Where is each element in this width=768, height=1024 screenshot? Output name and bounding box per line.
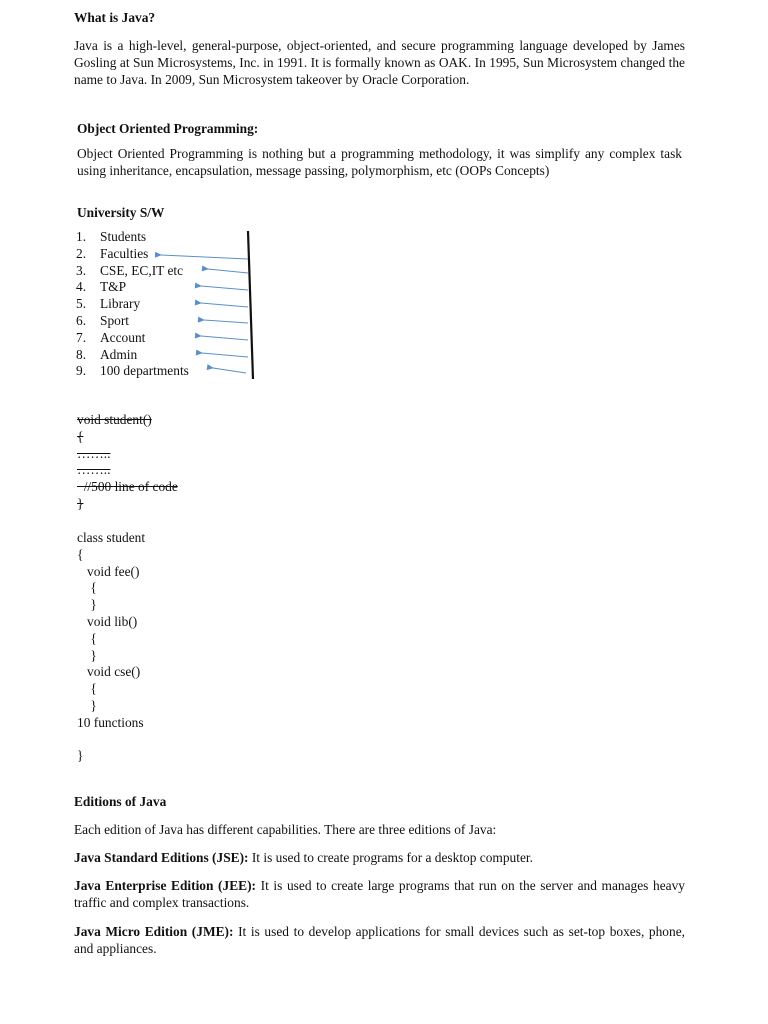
- code-line: ……..: [77, 445, 111, 461]
- paragraph-oop: Object Oriented Programming is nothing but a programming methodology, it was simplify any complex task using inheritance, encapsulation, message passing, polymorphism, etc (OOPs Concepts): [77, 146, 682, 178]
- code-line: void cse(): [77, 664, 141, 680]
- code-line: class student: [77, 530, 146, 545]
- list-item-text: 100 departments: [100, 363, 189, 379]
- arrow-icon: [201, 303, 248, 307]
- list-item-number: 3.: [76, 262, 87, 278]
- strikethrough-code-block: [77, 412, 178, 513]
- list-item-text: Faculties: [100, 245, 149, 261]
- paragraph-jse: [74, 849, 685, 866]
- heading-oop: Object Oriented Programming:: [77, 121, 259, 136]
- list-item-number: 1.: [76, 229, 87, 244]
- vertical-bar: [248, 231, 253, 379]
- list-item-text: Students: [100, 229, 147, 244]
- code-line: }: [77, 748, 84, 764]
- paragraph-jee: [74, 877, 685, 911]
- code-line: void lib(): [77, 613, 138, 629]
- arrow-icon: [201, 286, 248, 290]
- code-line: }: [77, 495, 84, 511]
- code-line: {: [77, 681, 97, 697]
- code-line: {: [77, 630, 97, 646]
- list-item-text: Sport: [100, 312, 130, 328]
- arrow-icon: [201, 336, 248, 340]
- list-item-number: 2.: [76, 245, 87, 261]
- code-line: 10 functions: [77, 714, 144, 730]
- list-item-number: 6.: [76, 312, 87, 328]
- paragraph-java-intro: Java is a high-level, general-purpose, object-oriented, and secure programming language developed by James Gosling at Sun Microsystems, Inc. in 1991. It is formally known as OAK. In 1995, Sun Microsystem changed the name to Java. In 2009, Sun Microsystem takeover by Oracle Corporation.: [74, 38, 685, 87]
- code-line: {: [77, 580, 97, 596]
- jse-label: Java Standard Editions (JSE):: [74, 850, 249, 865]
- paragraph-editions: Each edition of Java has different capabilities. There are three editions of Java:: [74, 822, 497, 837]
- list-item-number: 5.: [76, 296, 87, 312]
- arrow-icon: [208, 269, 248, 273]
- code-line: void fee(): [77, 563, 140, 579]
- code-line: [77, 732, 145, 749]
- heading-editions: Editions of Java: [74, 794, 167, 809]
- heading-university-sw: University S/W: [77, 205, 165, 220]
- jme-text: It is used to develop applications for small devices such as set-top boxes, phone, and appliances.: [74, 924, 685, 956]
- list-item-number: 9.: [76, 363, 87, 379]
- arrow-icon: [202, 353, 248, 357]
- class-code-block: [77, 530, 145, 765]
- code-line: ……..: [77, 462, 111, 478]
- code-line: }: [77, 647, 97, 663]
- code-line: {: [77, 546, 84, 562]
- arrow-icon: [161, 255, 248, 259]
- list-item-number: 4.: [76, 279, 87, 295]
- code-line: }: [77, 597, 97, 613]
- heading-what-is-java: What is Java?: [74, 10, 156, 25]
- list-item-text: CSE, EC,IT etc: [100, 262, 184, 278]
- code-line: {: [77, 428, 84, 444]
- code-line: void student(): [77, 412, 152, 427]
- list-item-text: T&P: [100, 279, 127, 295]
- arrow-icon: [204, 320, 248, 323]
- jee-label: Java Enterprise Edition (JEE):: [74, 878, 256, 893]
- list-item-number: 8.: [76, 346, 87, 362]
- list-item-text: Library: [100, 296, 141, 312]
- code-line: }: [77, 697, 97, 713]
- list-item-number: 7.: [76, 329, 87, 345]
- list-item-text: Admin: [100, 346, 138, 362]
- paragraph-jme: [74, 923, 685, 957]
- list-item-text: Account: [100, 329, 146, 345]
- jme-label: Java Micro Edition (JME):: [74, 924, 234, 939]
- code-line: //500 line of code: [77, 479, 178, 495]
- jee-text: It is used to create large programs that run on the server and manages heavy traffic and complex transactions.: [74, 878, 685, 910]
- jse-text: It is used to create programs for a desktop computer.: [248, 850, 533, 865]
- arrow-icon: [213, 368, 246, 373]
